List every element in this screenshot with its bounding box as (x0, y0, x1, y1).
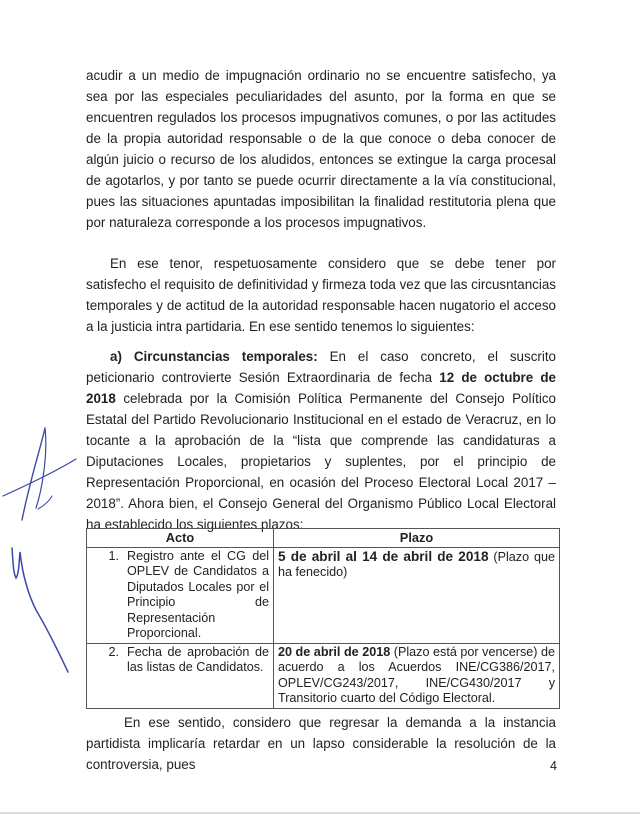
section-a-date: 12 de octubre de 2018 (86, 370, 556, 406)
acto-text: Fecha de aprobación de las listas de Candidatos. (127, 644, 269, 674)
plazos-table (86, 528, 560, 709)
header-plazo: Plazo (274, 529, 560, 548)
plazo-cell (274, 643, 560, 708)
paragraph-closing: En ese sentido, considero que regresar la demanda a la instancia partidista implicaría retardar en un lapso considerable la resolución de la controversia, pues (86, 715, 556, 772)
header-acto: Acto (87, 529, 274, 548)
signature-stroke (38, 496, 52, 509)
table-row (87, 547, 560, 643)
paragraph-definitividad: En ese tenor, respetuosamente considero que se debe tener por satisfecho el requisito de definitividad y firmeza toda vez que las circusntancias temporales y de actitud de la autoridad responsable hacen nugatorio el acceso a la justicia intra partidaria. En ese sentido tenemos lo siguientes: (86, 256, 556, 334)
paragraph-circunstancias-temporales (86, 346, 556, 535)
section-a-text-1: En el caso concreto, el suscrito peticionario controvierte Sesión Extraordinaria de fecha (86, 349, 556, 385)
signature-stroke (12, 548, 68, 672)
acto-text: Registro ante el CG del OPLEV de Candidatos a Diputados Locales por el Principio de Representación Proporcional. (127, 548, 269, 640)
plazo-date: 5 de abril al 14 de abril de 2018 (278, 548, 489, 564)
plazo-text: (Plazo que ha fenecido) (278, 549, 555, 579)
row-number: 2. (108, 644, 119, 659)
plazo-cell (274, 547, 560, 643)
signature-stroke (36, 428, 46, 508)
plazo-date: 20 de abril de 2018 (278, 644, 391, 659)
page-bottom-edge (0, 812, 640, 814)
plazo-text: (Plazo está por vencerse) de acuerdo a los Acuerdos INE/CG386/2017, OPLEV/CG243/2017, INE/CG430/2017 y Transitorio cuarto del Código Electoral. (278, 644, 556, 705)
acto-cell (87, 643, 274, 708)
section-a-heading: a) Circunstancias temporales: (110, 349, 318, 364)
table-row (87, 643, 560, 708)
signature-stroke (3, 459, 76, 496)
paragraph-continuation: acudir a un medio de impugnación ordinario no se encuentre satisfecho, ya sea por las especiales peculiaridades del asunto, por la forma en que se encuentren regulados los procesos impugnativos comunes, o por las actitudes de la propia autoridad responsable o de la que conoce o deba conocer de algún juicio o recurso de los aludidos, entonces se extingue la carga procesal de agotarlos, y por tanto se puede ocurrir directamente a la vía constitucional, pues las situaciones apuntadas imposibilitan la finalidad restitutoria plena que por naturaleza corresponde a los procesos impugnativos. (86, 68, 556, 230)
table-header-row (87, 529, 560, 548)
section-a-text-2: celebrada por la Comisión Política Permanente del Consejo Político Estatal del Partido Revolucionario Institucional en el estado de Veracruz, en lo tocante a la aprobación de la “lista que comprende las candidaturas a Diputaciones Locales, propietarios y suplentes, por el principio de Representación Proporcional, en ocasión del Proceso Electoral Local 2017 – 2018”. Ahora bien, el Consejo General del Organismo Público Local Electoral ha establecido los siguientes plazos: (86, 391, 556, 532)
acto-cell (87, 547, 274, 643)
row-number: 1. (108, 548, 119, 563)
signature-stroke (22, 428, 45, 520)
page-number: 4 (550, 759, 557, 773)
